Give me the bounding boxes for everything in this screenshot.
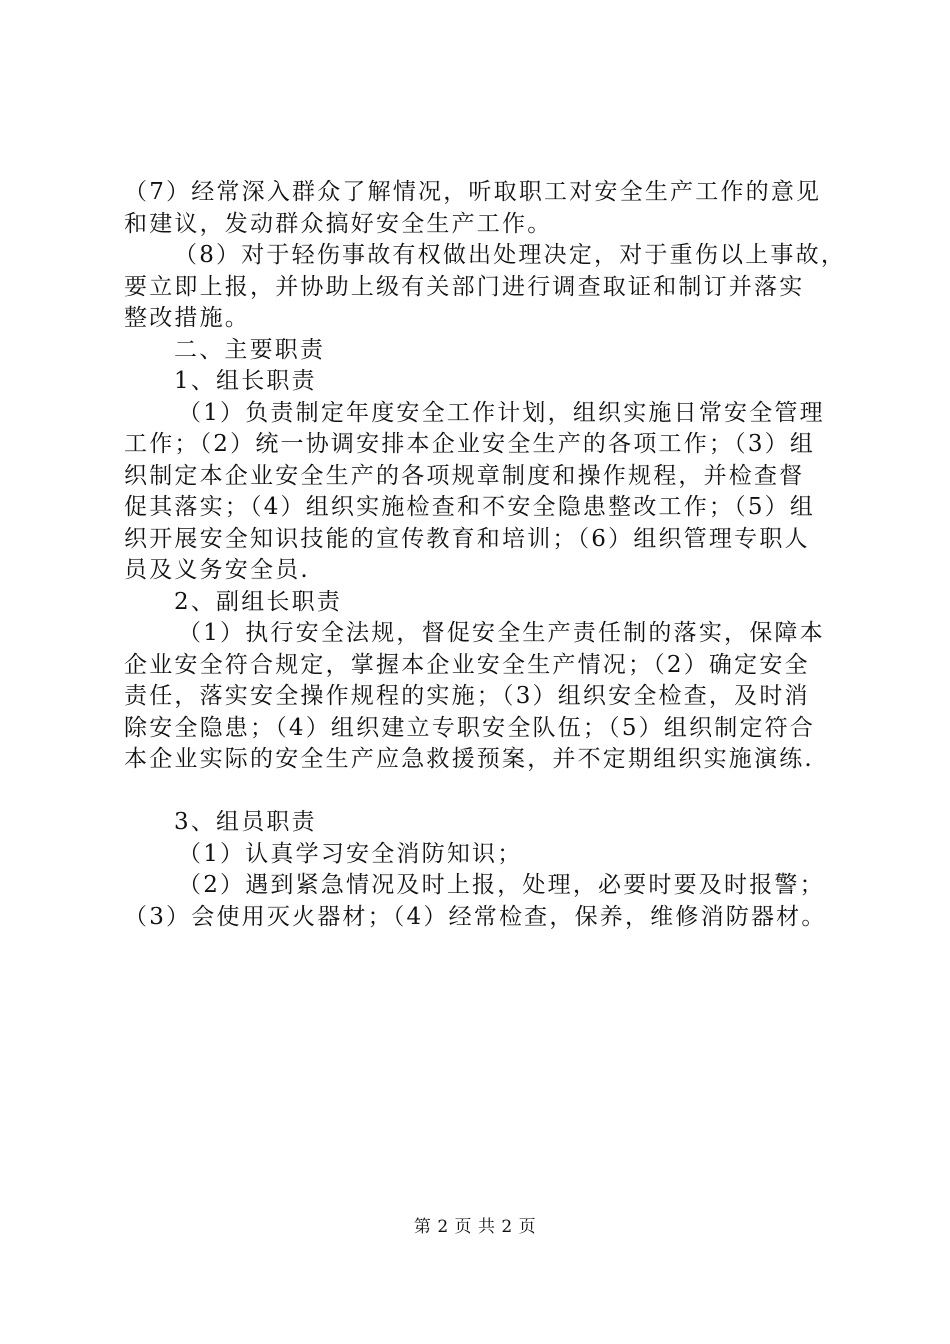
- text-line: （8）对于轻伤事故有权做出处理决定，对于重伤以上事故，: [174, 242, 847, 268]
- subsection-heading: 1、组长职责: [174, 368, 317, 394]
- text-line: 工作；（2）统一协调安排本企业安全生产的各项工作；（3）组: [124, 431, 816, 457]
- page-footer: 第 2 页 共 2 页: [413, 1217, 537, 1237]
- text-line: 本企业实际的安全生产应急救援预案，并不定期组织实施演练.: [124, 746, 814, 772]
- text-line: 织制定本企业安全生产的各项规章制度和操作规程，并检查督: [124, 462, 805, 489]
- section-heading: 二、主要职责: [174, 336, 326, 363]
- blank-line: [124, 776, 836, 808]
- document-body: [124, 177, 847, 933]
- text-line: （1）认真学习安全消防知识；: [178, 840, 523, 867]
- subsection-heading: 3、组员职责: [174, 809, 317, 835]
- subsection-heading: 2、副组长职责: [174, 588, 343, 615]
- text-line: （2）遇到紧急情况及时上报，处理，必要时要及时报警；: [178, 872, 825, 898]
- text-line: 和建议，发动群众搞好安全生产工作。: [124, 210, 553, 237]
- text-line: 促其落实；（4）组织实施检查和不安全隐患整改工作；（5）组: [124, 494, 816, 520]
- text-line: （1）执行安全法规，督促安全生产责任制的落实，保障本: [178, 620, 825, 646]
- text-line: 织开展安全知识技能的宣传教育和培训；（6）组织管理专职人: [124, 525, 810, 552]
- text-line: （1）负责制定年度安全工作计划，组织实施日常安全管理: [178, 399, 825, 426]
- text-line: 责任，落实安全操作规程的实施；（3）组织安全检查，及时消: [124, 683, 810, 709]
- text-line: 除安全隐患；（4）组织建立专职安全队伍；（5）组织制定符合: [124, 714, 816, 741]
- text-line: 整改措施。: [124, 305, 250, 331]
- text-line: 员及义务安全员.: [124, 557, 310, 583]
- text-line: 要立即上报，并协助上级有关部门进行调查取证和制订并落实: [124, 273, 805, 300]
- text-line: （7）经常深入群众了解情况，听取职工对安全生产工作的意见: [124, 179, 822, 205]
- text-line: （3）会使用灭火器材；（4）经常检查，保养，维修消防器材。: [124, 903, 827, 930]
- text-line: 企业安全符合规定，掌握本企业安全生产情况；（2）确定安全: [124, 651, 810, 678]
